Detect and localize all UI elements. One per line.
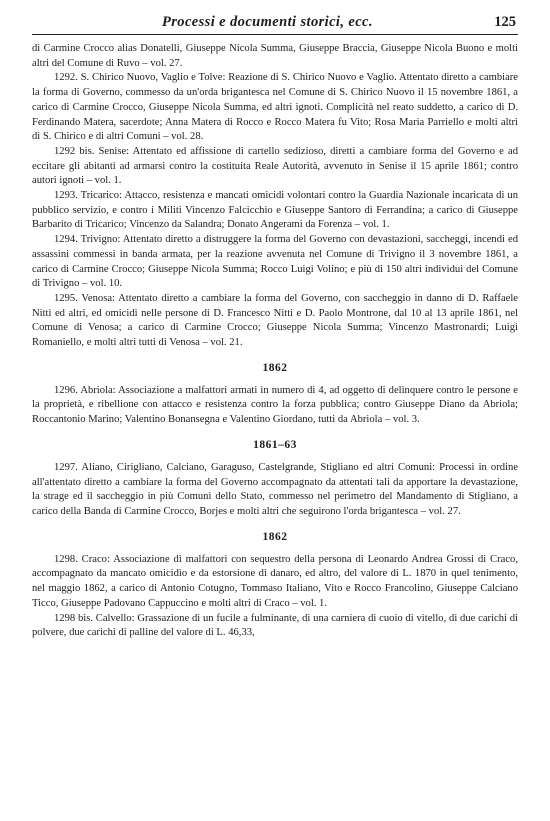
entry-1294: 1294. Trivigno: Attentato diretto a distruggere la forma del Governo con devastazioni, saccheggi, incendi ed assassini commessi in banda armata, per la reazione avvenuta nel Comune di Trivigno il 3 novembre 1861, a carico di Carmine Crocco; Giuseppe Nicola Summa; Rocco Luigi Volino; e più di 150 altri individui del Comune di Trivigno – vol. 10.	[32, 234, 518, 290]
entry-1292: 1292. S. Chirico Nuovo, Vaglio e Tolve: Reazione di S. Chirico Nuovo e Vaglio. Attentato diretto a cambiare la forma di Governo, commesso da un'orda brigantesca nel Comune di S. Chirico Nuovo il 15 novembre 1861, a carico di Carmine Crocco, Giuseppe Nicola Summa, ed altri ignoti. Complicità nel reato suddetto, a carico di D. Ferdinando Matera, sacerdote; Anna Matera di Rocco e Rocco Matera fu Vito; Rosa Maria Parriello e molti altri di S. Chirico e di altri Comuni – vol. 28.	[32, 72, 518, 143]
year-heading: 1862	[262, 530, 288, 543]
entry-1298: 1298. Craco: Associazione di malfattori con sequestro della persona di Leonardo Andrea Grossi di Craco, accompagnato da mancato omicidio e da estorsione di danaro, ed altro, del valore di L. 1870 in quel tenimento, nel maggio 1862, a carico di Antonio Cotugno, Tommaso Italiano, Vito e Rocco Francolino, Giuseppe Calciano Ticco, Giuseppe Padovano Cappuccino e molti altri di Craco – vol. 1.	[32, 553, 518, 609]
entry-1298-bis: 1298 bis. Calvello: Grassazione di un fucile a fulminante, di una carniera di cuoio di vitello, di due carichi di polvere, due carichi di palline del valore di L. 46,33,	[32, 612, 518, 639]
entry-1292-bis: 1292 bis. Senise: Attentato ed affissione di cartello sedizioso, diretti a cambiare forma del Governo e ad eccitare gli abitanti ad armarsi contro la costituita Reale Autorità, avvenuto in Senise il 15 aprile 1861; contro autori ignoti – vol. 1.	[32, 145, 518, 187]
year-heading: 1861–63	[253, 438, 297, 451]
page-number: 125	[494, 14, 516, 30]
entry-1297: 1297. Aliano, Cirigliano, Calciano, Garaguso, Castelgrande, Stigliano ed altri Comuni: Processi in ordine all'attentato diretto a cambiare la forma del Governo accompagnato da attentati tali da apportare la devastazione, la strage ed il saccheggio in più Comuni dello Stato, commesso nel perimetro del Mandamento di Stigliano, a carico della Banda di Carmine Crocco, Borjes e molti altri che seguirono l'orda brigantesca – vol. 27.	[32, 461, 518, 517]
entry-1295: 1295. Venosa: Attentato diretto a cambiare la forma del Governo, con saccheggio in danno di D. Raffaele Nitti ed altri, ed omicidi nelle persone di D. Francesco Nitti e D. Paolo Montrone, dal 10 al 13 aprile 1861, nel Comune di Venosa; a carico di Carmine Crocco; Giuseppe Nicola Summa; Vincenzo Mastronardi; Luigi Romaniello, e molti altri tutti di Venosa – vol. 21.	[32, 292, 518, 349]
document-body	[32, 42, 518, 641]
entry-1296: 1296. Abriola: Associazione a malfattori armati in numero di 4, ad oggetto di delinquere contro le persone e la proprietà, e ribellione con attacco e resistenza contro la forza pubblica; contro Giuseppe Diano da Abriola; Roccantonio Marino; Valentino Bonansegna e Valentino Giordano, tutti da Abriola – vol. 3.	[32, 384, 518, 426]
page-header	[32, 14, 518, 35]
paragraph-continuation: di Carmine Crocco alias Donatelli, Giuseppe Nicola Summa, Giuseppe Braccia, Giuseppe Nicola Buono e molti altri del Comune di Ruvo – vol. 27.	[32, 43, 518, 69]
entry-1293: 1293. Tricarico: Attacco, resistenza e mancati omicidi volontari contro la Guardia Nazionale incaricata di un pubblico servizio, e contro i Militi Vincenzo Falcicchio e Giuseppe Santoro di Ferrandina; a carico di Giuseppe Barbarito di Tricarico; Vincenzo da Salandra; Donato Angerami da Forenza – vol. 1.	[32, 190, 518, 231]
year-heading: 1862	[262, 361, 288, 374]
running-title: Processi e documenti storici, ecc.	[162, 14, 373, 30]
